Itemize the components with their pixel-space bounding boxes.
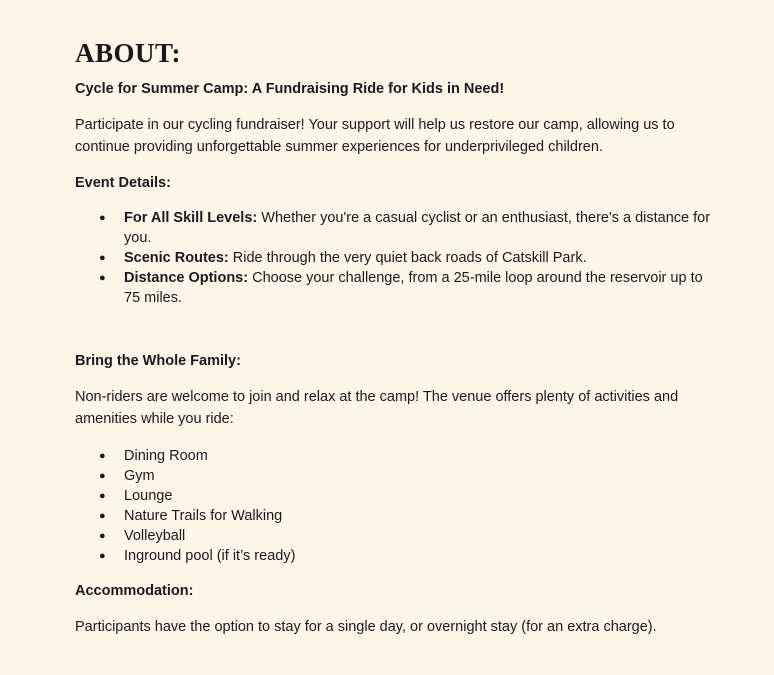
list-item: ● Lounge [99,486,715,506]
list-item [99,248,715,268]
list-item: ● Dining Room [99,446,715,466]
list-item [99,208,715,248]
page-title: ABOUT: [75,38,182,68]
list-item-text: Ride through the very quiet back roads of Catskill Park. [228,250,587,266]
family-heading: Bring the Whole Family: [75,353,241,369]
list-item-text: Whether you're a casual cyclist or an enthusiast, there's a distance for you. [124,210,711,246]
event-details-list [99,208,715,308]
list-item: ● Volleyball [99,526,715,546]
list-item [99,268,715,308]
family-paragraph: Non-riders are welcome to join and relax at the camp! The venue offers plenty of activities and amenities while you ride: [75,389,679,427]
event-details-heading: Event Details: [75,175,171,191]
list-item-label: Scenic Routes: [124,250,229,266]
intro-paragraph: Participate in our cycling fundraiser! Your support will help us restore our camp, allowing us to continue providing unforgettable summer experiences for underprivileged children. [75,117,675,155]
list-item-label: Distance Options: [124,270,249,286]
list-item-label: For All Skill Levels: [124,210,258,226]
accommodation-heading: Accommodation: [75,583,194,599]
list-item: ● Gym [99,466,715,486]
list-item: ● Inground pool (if it’s ready) [99,546,715,566]
about-page [75,38,715,654]
list-item-text: Choose your challenge, from a 25-mile loop around the reservoir up to 75 miles. [124,270,703,306]
list-item: ● Nature Trails for Walking [99,506,715,526]
accommodation-paragraph: Participants have the option to stay for a single day, or overnight stay (for an extra charge). [75,619,657,635]
event-subtitle: Cycle for Summer Camp: A Fundraising Ride for Kids in Need! [75,81,505,97]
amenities-list [99,446,715,566]
